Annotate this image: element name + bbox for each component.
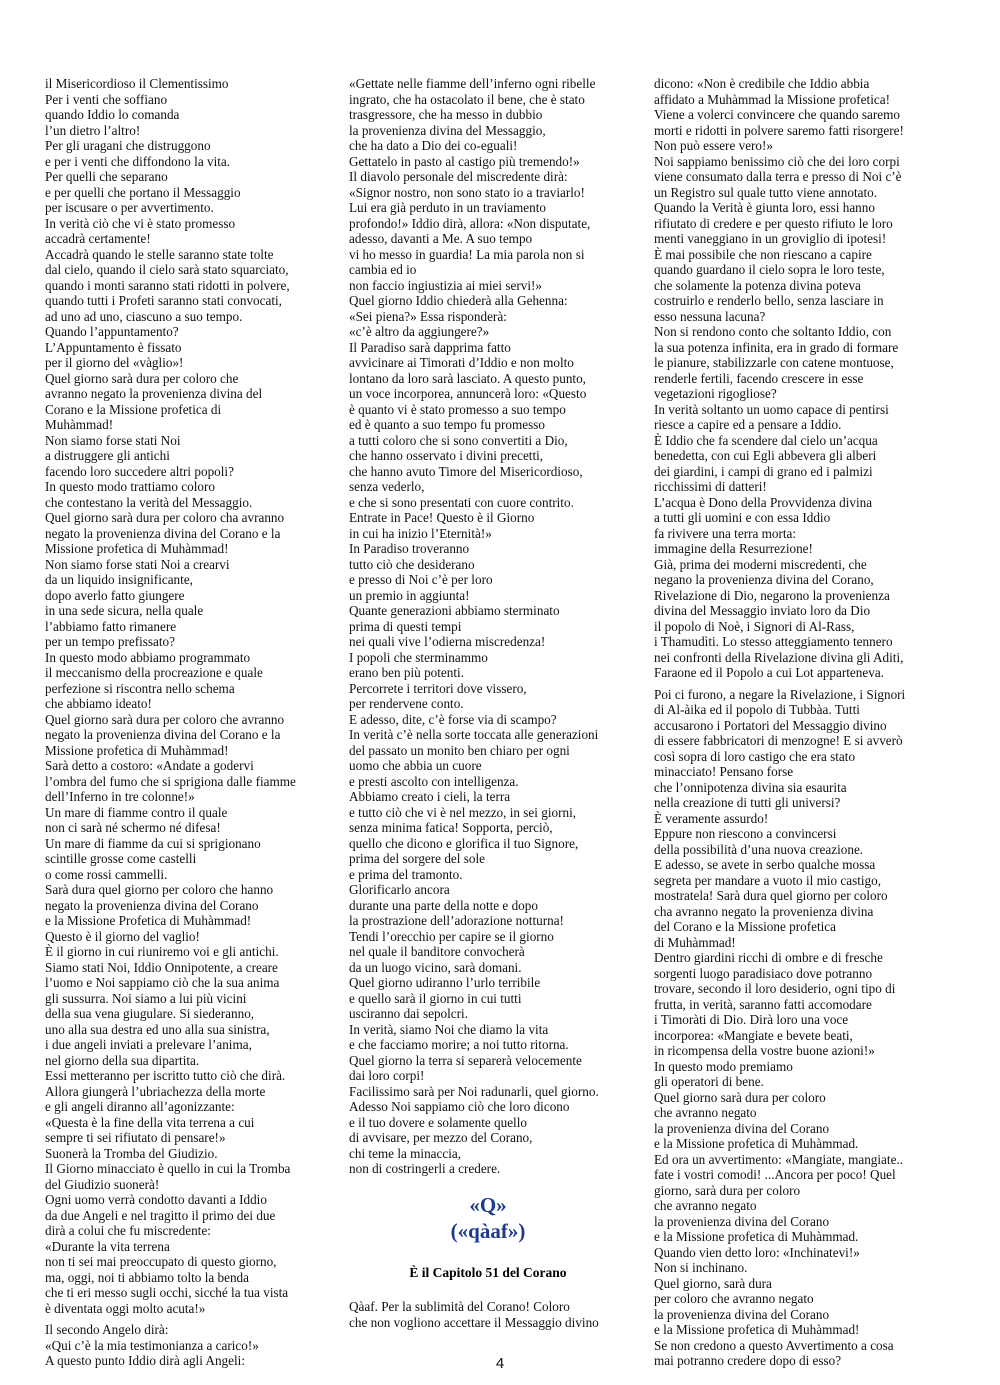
text-line: accadrà certamente! [45, 231, 151, 246]
text-column-left [45, 76, 330, 1369]
text-line: cha avranno negato la provenienza divina [654, 903, 874, 919]
text-line: incorporea: «Mangiate e bevete beati, [654, 1027, 853, 1043]
text-line: morti e ridotti in polvere saremo fatti risorgere! [654, 122, 904, 138]
text-line: «Gettate nelle fiamme dell’inferno ogni ribelle [349, 76, 596, 91]
text-line: un premio in aggiunta! [349, 587, 470, 603]
text-line: immagine della Resurrezione! [654, 541, 813, 556]
text-line: senza minima fatica! Sopporta, perciò, [349, 820, 553, 835]
text-line: per un tempo prefissato? [45, 634, 176, 649]
text-line: e la Missione profetica di Muhàmmad. [654, 1229, 859, 1244]
text-line: i Thamudìti. Lo stesso atteggiamento tennero [654, 634, 893, 649]
text-line: Non siamo forse stati Noi [45, 432, 181, 448]
text-line: Sarà dura quel giorno per coloro che hanno [45, 882, 274, 897]
text-line: da un luogo vicino, sarà domani. [349, 959, 522, 975]
text-column-middle [349, 76, 627, 1177]
text-line: quando Iddio lo comanda [45, 107, 180, 122]
text-line: Se non credono a questo Avvertimento a cosa [654, 1337, 894, 1353]
text-line: divina del Messaggio inviato loro da Dio [654, 603, 871, 618]
text-line: e presti ascolto con intelligenza. [349, 773, 519, 789]
text-line: nel giorno della sua dipartita. [45, 1052, 200, 1068]
text-line: chi teme la minaccia, [349, 1145, 462, 1161]
text-line: Corano e la Missione profetica di [45, 401, 222, 417]
text-line: la sua potenza infinita, era in grado di formare [654, 339, 899, 355]
text-line: nei quali vive l’odierna miscredenza! [349, 634, 546, 649]
text-line: ingrato, che ha ostacolato il bene, che è stato [349, 91, 585, 107]
text-line: la provenienza divina del Corano [654, 1120, 830, 1136]
text-line: «Sei piena?» Essa risponderà: [349, 308, 507, 324]
text-line: sorgenti luogo paradisiaco dove potranno [654, 965, 873, 981]
text-line: di Muhàmmad! [654, 934, 736, 950]
text-line: a tutti coloro che si sono convertiti a Dio, [349, 432, 568, 448]
text-line: «Durante la vita terrena [45, 1238, 170, 1254]
text-line: e per quelli che portano il Messaggio [45, 184, 241, 200]
text-line: è quanto vi è stato promesso a suo tempo [349, 401, 566, 417]
text-line: Quante generazioni abbiamo sterminato [349, 603, 560, 618]
text-line: tutto ciò che desiderano [349, 556, 475, 572]
text-line: Abbiamo creato i cieli, la terra [349, 789, 511, 804]
text-line: Quel giorno Iddio chiederà alla Gehenna: [349, 293, 568, 308]
text-line: l’abbiamo fatto rimanere [45, 618, 177, 634]
text-line: senza vederlo, [349, 479, 425, 494]
text-line: un Registro sul quale tutto viene annotato. [654, 184, 878, 200]
text-line: segreta per mandare a vuoto il mio castigo, [654, 872, 882, 888]
text-line: Per i venti che soffiano [45, 91, 168, 107]
text-line: lontano da loro sarà lasciato. A questo punto, [349, 370, 586, 386]
text-line: perfezione si riscontra nello schema [45, 680, 235, 696]
section-heading-transliteration: («qàaf») [450, 1219, 526, 1243]
text-line: Dentro giardini ricchi di ombre e di fresche [654, 950, 883, 965]
text-line: affidato a Muhàmmad la Missione profetica! [654, 91, 890, 107]
text-line: Tendi l’orecchio per capire se il giorno [349, 928, 554, 944]
text-line: Quando l’appuntamento? [45, 324, 179, 339]
text-line: «Questa è la fine della vita terrena a cui [45, 1114, 255, 1130]
text-line: Quel giorno udiranno l’urlo terribile [349, 975, 541, 990]
text-line: Entrate in Pace! Questo è il Giorno [349, 510, 535, 525]
text-line: e presso di Noi c’è per loro [349, 572, 493, 587]
text-line: Per gli uragani che distruggono [45, 138, 211, 153]
text-line: per rendervene conto. [349, 696, 464, 711]
text-line: del Corano e la Missione profetica [654, 919, 837, 934]
text-line: trovare, secondo il loro desiderio, ogni tipo di [654, 981, 896, 996]
text-line: erano ben più potenti. [349, 665, 464, 680]
text-line: è diventata oggi molto acuta!» [45, 1300, 206, 1316]
text-column-right [654, 76, 944, 1369]
text-line: L’acqua è Dono della Provvidenza divina [654, 494, 873, 510]
text-line: scintille grosse come castelli [45, 851, 197, 866]
text-line: ricchissimi di datteri! [654, 479, 767, 494]
text-line: trasgressore, che ha messo in dubbio [349, 107, 543, 122]
text-line: benedetta, con cui Egli abbevera gli alberi [654, 448, 877, 463]
text-line: fa rivivere una terra morta: [654, 525, 797, 541]
text-line: Non siamo forse stati Noi a crearvi [45, 556, 230, 572]
text-line: Quel giorno sarà dura per coloro che [45, 370, 239, 386]
text-line: Suonerà la Tromba del Giudizio. [45, 1145, 218, 1161]
text-line: È mai possibile che non riescano a capire [654, 246, 872, 262]
text-line: I popoli che sterminammo [349, 649, 488, 665]
text-line: l’un dietro l’altro! [45, 122, 141, 138]
text-line: i due angeli inviati a prelevare l’anima, [45, 1037, 252, 1052]
text-line: quando tutti i Profeti saranno stati convocati, [45, 293, 282, 308]
text-line: riesce a capire ed a pensare a Iddio. [654, 417, 842, 432]
text-line: che hanno osservato i divini precetti, [349, 448, 544, 463]
text-line: che hanno avuto Timore del Misericordioso, [349, 463, 583, 479]
text-line: per iscusare o per avvertimento. [45, 200, 214, 215]
text-line: costruirlo e renderlo bello, senza lasciare in [654, 293, 884, 308]
text-line: vegetazioni rigogliose? [654, 386, 777, 401]
text-line: dirà a colui che fu miscredente: [45, 1223, 211, 1238]
text-line: e la Missione profetica di Muhàmmad. [654, 1136, 859, 1151]
text-line: Quel giorno sarà dura per coloro cha avranno [45, 510, 285, 525]
text-line: Adesso Noi sappiamo ciò che loro dicono [349, 1099, 570, 1114]
text-line: che non vogliono accettare il Messaggio divino [349, 1314, 599, 1330]
text-line: Allora giungerà l’ubriachezza della morte [45, 1083, 266, 1099]
text-line: quello che dicono e glorifica il tuo Signore, [349, 835, 579, 851]
text-line: ad uno ad uno, ciascuno a suo tempo. [45, 308, 243, 324]
text-line: di essere fabbricatori di menzogne! E si avverò [654, 733, 903, 748]
chapter-subtitle: È il Capitolo 51 del Corano [409, 1265, 567, 1280]
text-line: Gettatelo in pasto al castigo più tremendo!» [349, 153, 580, 169]
text-line: negato la provenienza divina del Corano e la [45, 727, 281, 742]
text-line: Faraone ed il Popolo a cui Lot apparteneva. [654, 665, 884, 680]
text-line: Per quelli che separano [45, 169, 168, 184]
text-line: il Misericordioso il Clementissimo [45, 76, 229, 91]
text-line: In questo modo abbiamo programmato [45, 649, 251, 665]
text-line: le pianure, stabilizzarle con catene montuose, [654, 355, 894, 370]
text-line: Quel giorno sarà dura per coloro [654, 1089, 826, 1105]
text-line: uno alla sua destra ed uno alla sua sinistra, [45, 1021, 270, 1037]
text-line: Quando vien detto loro: «Inchinatevi!» [654, 1244, 860, 1260]
text-line: del Giudizio suonerà! [45, 1176, 160, 1192]
text-line: Siamo stati Noi, Iddio Onnipotente, a creare [45, 959, 278, 975]
page-number: 4 [495, 1355, 505, 1372]
text-line: della possibilità d’una nuova creazione. [654, 841, 864, 857]
text-line: viene consumato dalla terra e presso di Noi c’è [654, 169, 902, 184]
text-line: il popolo di Noè, i Signori di Al-Rass, [654, 618, 855, 634]
text-line: E adesso, se avete in serbo qualche mossa [654, 857, 876, 872]
text-line: menti vaneggiano in un groviglio di ipotesi! [654, 231, 887, 246]
text-line: Già, prima dei moderni miscredenti, che [654, 556, 867, 572]
text-line: Viene a volerci convincere che quando saremo [654, 107, 900, 122]
text-line: l’uomo e Noi sappiamo ciò che la sua anima [45, 975, 280, 990]
text-line: In verità ciò che vi è stato promesso [45, 215, 236, 231]
text-line: negato la provenienza divina del Corano [45, 897, 259, 913]
text-line: Ed ora un avvertimento: «Mangiate, mangiate.. [654, 1151, 904, 1167]
text-line: Il Paradiso sarà dapprima fatto [349, 339, 511, 355]
text-line: facendo loro succedere altri popoli? [45, 463, 234, 479]
text-line: nei confronti della Rivelazione divina gli Aditi, [654, 649, 904, 665]
text-line: durante una parte della notte e dopo [349, 897, 538, 913]
text-line: esso nessuna lacuna? [654, 308, 766, 324]
text-line: Quel giorno, sarà dura [654, 1275, 772, 1291]
text-line: negato la provenienza divina del Corano e la [45, 525, 281, 541]
text-line: non di costringerli a credere. [349, 1161, 501, 1176]
text-line: Il secondo Angelo dirà: [45, 1322, 169, 1337]
text-line: Poi ci furono, a negare la Rivelazione, i Signori [654, 686, 906, 702]
text-line: dicono: «Non è credibile che Iddio abbia [654, 76, 870, 91]
text-line: frutta, in verità, saranno fatti accomodare [654, 996, 872, 1012]
text-line: la provenienza divina del Corano [654, 1213, 830, 1229]
text-line: dal cielo, quando il cielo sarà stato squarciato, [45, 262, 289, 277]
text-line: nella creazione di tutti gli universi? [654, 795, 841, 810]
text-line: minacciato! Pensano forse [654, 764, 794, 779]
text-line: Sarà detto a costoro: «Andate a godervi [45, 758, 254, 773]
text-line: non ti sei mai preoccupato di questo giorno, [45, 1254, 277, 1269]
text-line: che ti eri messo sugli occhi, sicché la tua vista [45, 1285, 289, 1300]
text-line: Rivelazione di Dio, negarono la provenienza [654, 587, 890, 603]
text-line: che avranno negato [654, 1198, 757, 1213]
text-line: A questo punto Iddio dirà agli Angeli: [45, 1353, 245, 1368]
text-line: Quando la Verità è giunta loro, essi hanno [654, 200, 875, 215]
text-line: Il Giorno minacciato è quello in cui la Tromba [45, 1161, 291, 1176]
text-line: prima di questi tempi [349, 618, 462, 634]
text-line: o come rossi cammelli. [45, 866, 168, 882]
text-line: mai potranno credere dopo di esso? [654, 1353, 842, 1368]
text-line: e che facciamo morire; a noi tutto ritorna. [349, 1037, 569, 1052]
text-line: l’ombra del fumo che si sprigiona dalle fiamme [45, 773, 296, 789]
text-line: Ogni uomo verrà condotto davanti a Iddio [45, 1192, 267, 1207]
text-line: a tutti gli uomini e con essa Iddio [654, 510, 831, 525]
text-line: Quel giorno la terra si separerà velocemente [349, 1052, 582, 1068]
text-line: sempre ti sei rifiutato di pensare!» [45, 1130, 226, 1145]
text-line: per coloro che avranno negato [654, 1291, 814, 1306]
text-line: e gli angeli diranno all’agonizzante: [45, 1099, 235, 1114]
text-line: Quel giorno sarà dura per coloro che avranno [45, 711, 285, 727]
text-line: Percorrete i territori dove vissero, [349, 680, 527, 696]
text-line: Essi metteranno per iscritto tutto ciò che dirà. [45, 1068, 286, 1083]
text-line: nel quale il banditore convocherà [349, 944, 525, 959]
text-line: che solamente la potenza divina poteva [654, 277, 861, 293]
text-line: e la Missione profetica di Muhàmmad! [654, 1322, 860, 1337]
text-line: dai loro corpi! [349, 1068, 425, 1083]
text-line: non faccio ingiustizia ai miei servi!» [349, 277, 542, 293]
text-line: Un mare di fiamme contro il quale [45, 804, 228, 820]
text-line: della sua vena giugulare. Si siederanno, [45, 1006, 255, 1021]
text-line: In verità c’è nella sorte toccata alle generazioni [349, 727, 599, 742]
text-line: Glorificarlo ancora [349, 882, 450, 897]
text-line: la provenienza divina del Corano [654, 1306, 830, 1322]
text-line: Un mare di fiamme da cui si sprigionano [45, 835, 261, 851]
text-line: da un liquido insignificante, [45, 572, 193, 587]
text-line: avranno negato la provenienza divina del [45, 386, 263, 401]
text-line: renderle fertili, facendo crescere in esse [654, 370, 864, 386]
text-line: e per i venti che diffondono la vita. [45, 153, 231, 169]
text-line: uomo che abbia un cuore [349, 758, 482, 773]
text-line: Lui era già perduto in un traviamento [349, 200, 547, 215]
text-line: Noi sappiamo benissimo ciò che dei loro corpi [654, 153, 900, 169]
text-line: e tutto ciò che vi è nel mezzo, in sei giorni, [349, 804, 577, 820]
text-line: fate i vostri comodi! ...Ancora per poco! Quel [654, 1167, 896, 1182]
text-line: gli operatori di bene. [654, 1074, 764, 1089]
text-line: È veramente assurdo! [654, 810, 769, 826]
text-line: dell’Inferno in tre colonne!» [45, 789, 195, 804]
text-line: mostratela! Sarà dura quel giorno per coloro [654, 888, 888, 903]
text-line: usciranno dai sepolcri. [349, 1006, 469, 1021]
text-line: di Al-àika ed il popolo di Tubbàa. Tutti [654, 702, 860, 717]
text-line: dopo averlo fatto giungere [45, 587, 185, 603]
text-line: cambia ed io [349, 262, 417, 277]
text-line: in una sede sicura, nella quale [45, 603, 204, 618]
text-line: il meccanismo della procreazione e quale [45, 665, 263, 680]
section-heading-letter: «Q» [469, 1193, 507, 1217]
text-line: a distruggere gli antichi [45, 448, 170, 463]
text-line: ed è quanto a suo tempo fu promesso [349, 417, 545, 432]
text-line: In verità, siamo Noi che diamo la vita [349, 1021, 549, 1037]
text-line: la provenienza divina del Messaggio, [349, 122, 546, 138]
text-line: avvicinare ai Timorati d’Iddio e non molto [349, 355, 574, 370]
text-line: In Paradiso troveranno [349, 541, 470, 556]
text-line: che l’onnipotenza divina sia esaurita [654, 779, 847, 795]
text-line: in cui ha inizio l’Eternità!» [349, 525, 492, 541]
text-line: Non si rendono conto che soltanto Iddio, con [654, 324, 892, 339]
text-line: E adesso, dite, c’è forse via di scampo? [349, 711, 557, 727]
text-line: È Iddio che fa scendere dal cielo un’acqua [654, 432, 878, 448]
text-line: per il giorno del «vàglio»! [45, 355, 184, 370]
text-line: «c’è altro da aggiungere?» [349, 324, 490, 339]
text-line: L’Appuntamento è fissato [45, 339, 182, 355]
text-line: gli sussurra. Noi siamo a lui più vicini [45, 990, 247, 1006]
text-line: così sopra di loro castigo che era stato [654, 748, 856, 764]
text-line: In verità soltanto un uomo capace di pentirsi [654, 401, 889, 417]
text-line: accusarono i Portatori del Messaggio divino [654, 717, 887, 733]
text-line: Non può essere vero!» [654, 138, 774, 153]
text-line: Missione profetica di Muhàmmad! [45, 742, 229, 758]
text-line: e quello sarà il giorno in cui tutti [349, 990, 522, 1006]
text-line: prima del sorgere del sole [349, 851, 485, 866]
text-line: Facilissimo sarà per Noi radunarli, quel giorno. [349, 1083, 599, 1099]
text-line: Qàaf. Per la sublimità del Corano! Coloro [349, 1299, 570, 1314]
text-line: che avranno negato [654, 1105, 757, 1120]
text-line: Il diavolo personale del miscredente dirà: [349, 169, 568, 184]
text-line: in ricompensa della vostre buone azioni!» [654, 1043, 875, 1058]
text-line: Questo è il giorno del vaglio! [45, 928, 200, 944]
text-line: ma, oggi, noi ti abbiamo tolto la benda [45, 1269, 250, 1285]
text-line: giorno, sarà dura per coloro [654, 1182, 801, 1198]
text-line: «Qui c’è la mia testimonianza a carico!» [45, 1337, 259, 1353]
text-line: rifiutato di credere e per questo rifiuto le loro [654, 215, 893, 231]
text-line: Muhàmmad! [45, 417, 114, 432]
text-line: un voce incorporea, annuncerà loro: «Questo [349, 386, 587, 401]
text-line: e la Missione Profetica di Muhàmmad! [45, 913, 252, 928]
text-line: che abbiamo ideato! [45, 696, 152, 711]
text-line: da due Angeli e nel tragitto il primo dei due [45, 1207, 276, 1223]
text-line: che ha dato a Dio dei co-eguali! [349, 138, 518, 153]
text-column-middle-bottom [349, 1299, 627, 1330]
text-line: e il tuo dovere e solamente quello [349, 1114, 527, 1130]
text-line: In questo modo trattiamo coloro [45, 479, 215, 494]
text-line: quando i monti saranno stati ridotti in polvere, [45, 277, 290, 293]
text-line: profondo!» Iddio dirà, allora: «Non disputate, [349, 215, 591, 231]
text-line: adesso, davanti a Me. A suo tempo [349, 231, 533, 246]
text-line: non ci sarà né schermo né difesa! [45, 820, 221, 835]
text-line: la prostrazione dell’adorazione notturna! [349, 913, 564, 928]
text-line: negano la provenienza divina del Corano, [654, 572, 874, 587]
text-line: Non si inchinano. [654, 1260, 748, 1275]
text-line: del passato un monito ben chiaro per ogni [349, 742, 570, 758]
text-line: Missione profetica di Muhàmmad! [45, 541, 229, 556]
text-line: che contestano la verità del Messaggio. [45, 494, 253, 510]
text-line: e prima del tramonto. [349, 866, 463, 882]
text-line: dei giardini, i campi di grano ed i palmizi [654, 463, 873, 479]
text-line: «Signor nostro, non sono stato io a traviarlo! [349, 184, 585, 200]
text-line: Accadrà quando le stelle saranno state tolte [45, 246, 274, 262]
text-line: e che si sono presentati con cuore contrito. [349, 494, 574, 510]
text-line: In questo modo premiamo [654, 1058, 793, 1074]
text-line: quando guardano il cielo sopra le loro teste, [654, 262, 885, 277]
text-line: i Timoràti di Dio. Dirà loro una voce [654, 1012, 849, 1027]
text-line: Eppure non riescono a convincersi [654, 826, 837, 841]
text-line: È il giorno in cui riuniremo voi e gli antichi. [45, 944, 279, 959]
text-line: vi ho messo in guardia! La mia parola non si [349, 246, 585, 262]
text-line: di avvisare, per mezzo del Corano, [349, 1130, 533, 1145]
